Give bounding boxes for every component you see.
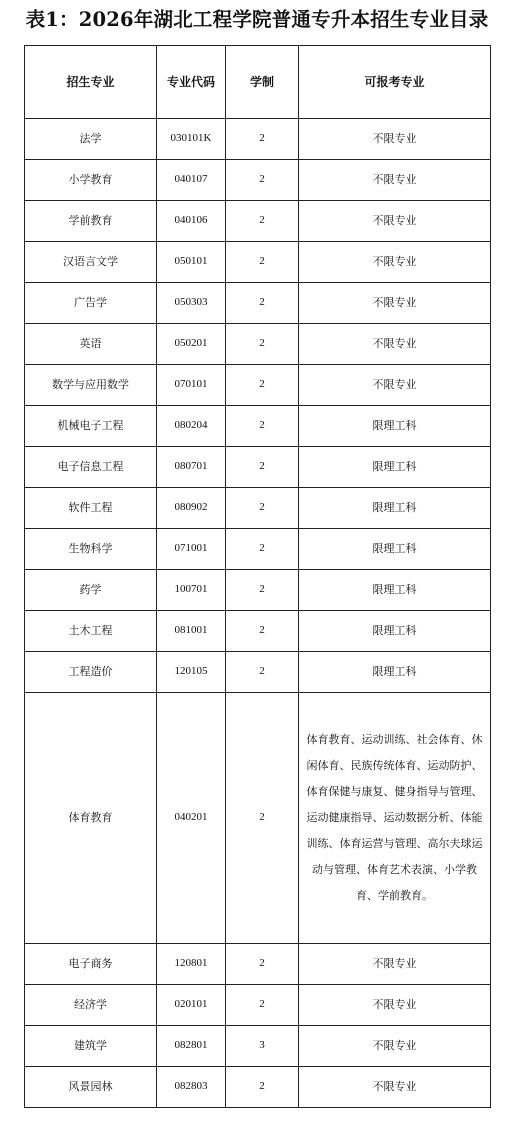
header-major: 招生专业 [25, 46, 157, 119]
cell-major: 小学教育 [25, 160, 157, 201]
table-title: 表1：2026年湖北工程学院普通专升本招生专业目录 [25, 8, 489, 31]
cell-eligible: 不限专业 [299, 242, 491, 283]
header-code-label: 专业代码 [167, 75, 216, 89]
cell-years: 2 [226, 160, 299, 201]
cell-eligible: 限理工科 [299, 652, 491, 693]
cell-major: 土木工程 [25, 611, 157, 652]
table-row [25, 324, 491, 365]
cell-code: 082801 [157, 1026, 226, 1067]
header-years: 学制 [226, 46, 299, 119]
cell-eligible: 体育教育、运动训练、社会体育、休闲体育、民族传统体育、运动防护、体育保健与康复、健身指导与管理、运动健康指导、运动数据分析、体能训练、体育运营与管理、高尔夫球运动与管理、体育艺术表演、小学教育、学前教育。 [299, 693, 491, 944]
cell-code: 080204 [157, 406, 226, 447]
cell-eligible: 不限专业 [299, 1026, 491, 1067]
cell-code: 050303 [157, 283, 226, 324]
cell-major: 英语 [25, 324, 157, 365]
cell-eligible: 不限专业 [299, 1067, 491, 1108]
table-header-row [25, 46, 491, 119]
cell-code: 081001 [157, 611, 226, 652]
cell-major: 建筑学 [25, 1026, 157, 1067]
cell-years: 3 [226, 1026, 299, 1067]
table-row [25, 529, 491, 570]
table-row [25, 652, 491, 693]
cell-years: 2 [226, 283, 299, 324]
cell-major: 体育教育 [25, 693, 157, 944]
table-row [25, 365, 491, 406]
cell-years: 2 [226, 365, 299, 406]
cell-code: 040107 [157, 160, 226, 201]
cell-years: 2 [226, 406, 299, 447]
cell-code: 100701 [157, 570, 226, 611]
cell-eligible: 限理工科 [299, 447, 491, 488]
table-row [25, 447, 491, 488]
cell-major: 电子信息工程 [25, 447, 157, 488]
cell-code: 082803 [157, 1067, 226, 1108]
cell-major: 机械电子工程 [25, 406, 157, 447]
cell-years: 2 [226, 1067, 299, 1108]
cell-years: 2 [226, 242, 299, 283]
cell-code: 120105 [157, 652, 226, 693]
cell-code: 120801 [157, 944, 226, 985]
major-catalog-table [24, 45, 491, 1108]
cell-major: 软件工程 [25, 488, 157, 529]
cell-eligible: 不限专业 [299, 944, 491, 985]
cell-eligible: 不限专业 [299, 324, 491, 365]
cell-years: 2 [226, 944, 299, 985]
table-row [25, 693, 491, 944]
cell-major: 电子商务 [25, 944, 157, 985]
cell-eligible: 不限专业 [299, 201, 491, 242]
cell-code: 030101K [157, 119, 226, 160]
cell-eligible: 不限专业 [299, 283, 491, 324]
cell-code: 040106 [157, 201, 226, 242]
cell-eligible: 不限专业 [299, 160, 491, 201]
cell-code: 050101 [157, 242, 226, 283]
table-row [25, 160, 491, 201]
cell-eligible: 不限专业 [299, 985, 491, 1026]
cell-eligible: 不限专业 [299, 119, 491, 160]
cell-years: 2 [226, 985, 299, 1026]
cell-major: 学前教育 [25, 201, 157, 242]
table-row [25, 406, 491, 447]
cell-years: 2 [226, 529, 299, 570]
header-eligible: 可报考专业 [299, 46, 491, 119]
cell-code: 050201 [157, 324, 226, 365]
cell-code: 020101 [157, 985, 226, 1026]
cell-eligible: 限理工科 [299, 611, 491, 652]
table-row [25, 570, 491, 611]
table-row [25, 1026, 491, 1067]
cell-eligible: 限理工科 [299, 529, 491, 570]
table-row [25, 488, 491, 529]
cell-major: 广告学 [25, 283, 157, 324]
table-row [25, 944, 491, 985]
cell-code: 040201 [157, 693, 226, 944]
cell-years: 2 [226, 447, 299, 488]
cell-major: 汉语言文学 [25, 242, 157, 283]
table-row [25, 283, 491, 324]
cell-major: 数学与应用数学 [25, 365, 157, 406]
cell-code: 071001 [157, 529, 226, 570]
cell-years: 2 [226, 570, 299, 611]
cell-code: 070101 [157, 365, 226, 406]
cell-eligible: 限理工科 [299, 570, 491, 611]
cell-years: 2 [226, 652, 299, 693]
table-row [25, 201, 491, 242]
cell-major: 生物科学 [25, 529, 157, 570]
table-row [25, 242, 491, 283]
cell-major: 风景园林 [25, 1067, 157, 1108]
table-row [25, 119, 491, 160]
cell-years: 2 [226, 201, 299, 242]
cell-eligible: 限理工科 [299, 406, 491, 447]
table-row [25, 985, 491, 1026]
cell-years: 2 [226, 119, 299, 160]
cell-code: 080902 [157, 488, 226, 529]
cell-major: 药学 [25, 570, 157, 611]
cell-major: 法学 [25, 119, 157, 160]
cell-code: 080701 [157, 447, 226, 488]
cell-eligible: 限理工科 [299, 488, 491, 529]
cell-major: 工程造价 [25, 652, 157, 693]
cell-years: 2 [226, 324, 299, 365]
table-row [25, 1067, 491, 1108]
header-code [157, 46, 226, 119]
cell-years: 2 [226, 693, 299, 944]
cell-years: 2 [226, 488, 299, 529]
table-row [25, 611, 491, 652]
cell-years: 2 [226, 611, 299, 652]
cell-eligible: 不限专业 [299, 365, 491, 406]
cell-major: 经济学 [25, 985, 157, 1026]
